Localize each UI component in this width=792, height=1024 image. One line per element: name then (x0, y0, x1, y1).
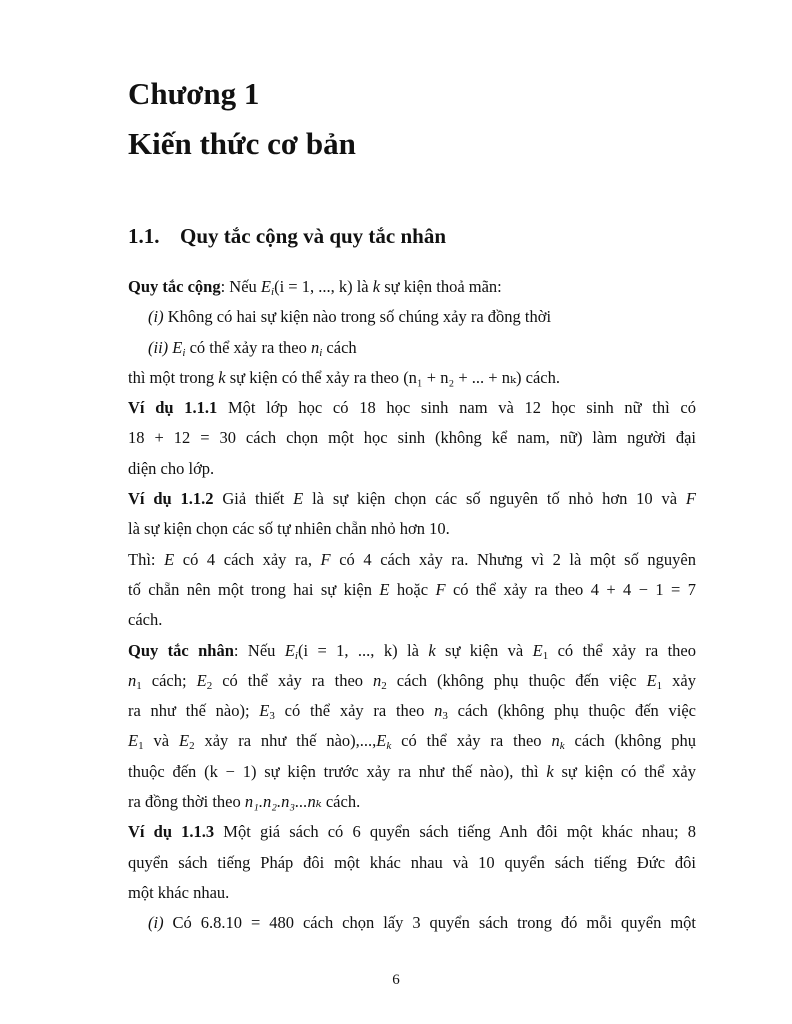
chapter-title: Kiến thức cơ bản (128, 126, 356, 161)
sum-rule-condition-2: (ii) $E_i$ có thể xảy ra theo $n_i$ cách (148, 337, 357, 359)
example-2-line-3: Thì: E có 4 cách xảy ra, F có 4 cách xảy ra. Nhưng vì 2 là một số nguyên (128, 549, 697, 569)
product-rule-line-4: $E_1$ và $E_2$ xảy ra như thế $nào),...,E_k$ có thể xảy ra theo $n_k$ cách (không phụ (128, 731, 697, 753)
example-1-line-2: 18 + 12 = 30 cách chọn một học sinh (không kể nam, nữ) làm người đại (128, 428, 696, 448)
sum-rule-line-1: Quy tắc cộng: Nếu $E_i(i = 1$, ..., k) là k sự kiện thoả mãn: (128, 277, 502, 298)
example-3-line-2: quyển sách tiếng Pháp đôi một khác nhau và 10 quyển sách tiếng Đức đôi (128, 852, 696, 872)
sum-rule-label: Quy tắc cộng (128, 277, 221, 296)
example-2-label: Ví dụ 1.1.2 (128, 489, 214, 509)
section-heading (128, 224, 446, 249)
example-3-label: Ví dụ 1.1.3 (128, 822, 215, 842)
example-1-line-1: Ví dụ 1.1.1 Một lớp học có 18 học sinh nam và 12 học sinh nữ thì có (128, 398, 696, 418)
example-3-line-3: một khác nhau. (128, 882, 230, 902)
sum-rule-conclusion: thì một trong k sự kiện có thể xảy ra theo (n₁ + n₂ + ... + nₖ) cách. (128, 367, 560, 387)
example-2-line-4: tố chẵn nên một trong hai sự kiện E hoặc F có thể xảy ra theo 4 + 4 − 1 = 7 (128, 579, 696, 599)
example-2-line-1: Ví dụ 1.1.2 Giả thiết E là sự kiện chọn các số nguyên tố nhỏ hơn 10 và F (128, 489, 696, 509)
product-rule-line-2: $n_1$ cách; $E_2$ có thể xảy ra theo $n_2$ cách (không phụ thuộc đến việc $E_1$ xảy (128, 670, 697, 692)
product-rule-line-5: thuộc đến (k − 1) sự kiện trước xảy ra như thế nào), thì k sự kiện có thể xảy (128, 761, 697, 781)
chapter-number: Chương 1 (128, 76, 260, 111)
example-1-line-3: diện cho lớp. (128, 458, 215, 478)
example-3-line-1: Ví dụ 1.1.3 Một giá sách có 6 quyển sách tiếng Anh đôi một khác nhau; 8 (128, 822, 696, 842)
section-number: 1.1. (128, 224, 160, 248)
product-rule-line-3: ra như thế nào); $E_3$ có thể xảy ra theo $n_3$ cách (không phụ thuộc đến việc (128, 701, 696, 723)
example-1-label: Ví dụ 1.1.1 (128, 398, 218, 418)
example-3-line-4: (i) Có 6.8.10 = 480 cách chọn lấy 3 quyển sách trong đó mỗi quyển một (148, 913, 696, 933)
section-title: Quy tắc cộng và quy tắc nhân (180, 224, 447, 248)
body-text (128, 272, 696, 939)
sum-rule-condition-1: (i) Không có hai sự kiện nào trong số chúng xảy ra đồng thời (148, 307, 552, 327)
example-2-line-5: cách. (128, 610, 163, 630)
product-rule-line-6: ra đồng thời theo n₁.n₂.n₃...nₖ cách. (128, 792, 361, 812)
page-number: 6 (392, 972, 400, 988)
product-rule-label: Quy tắc nhân (128, 640, 234, 660)
product-rule-line-1: Quy tắc nhân: Nếu $E_i(i = 1$, ..., k) là k sự kiện và $E_1$ có thể xảy ra theo (128, 640, 696, 662)
example-2-line-2: là sự kiện chọn các số tự nhiên chẵn nhỏ hơn 10. (128, 519, 450, 539)
